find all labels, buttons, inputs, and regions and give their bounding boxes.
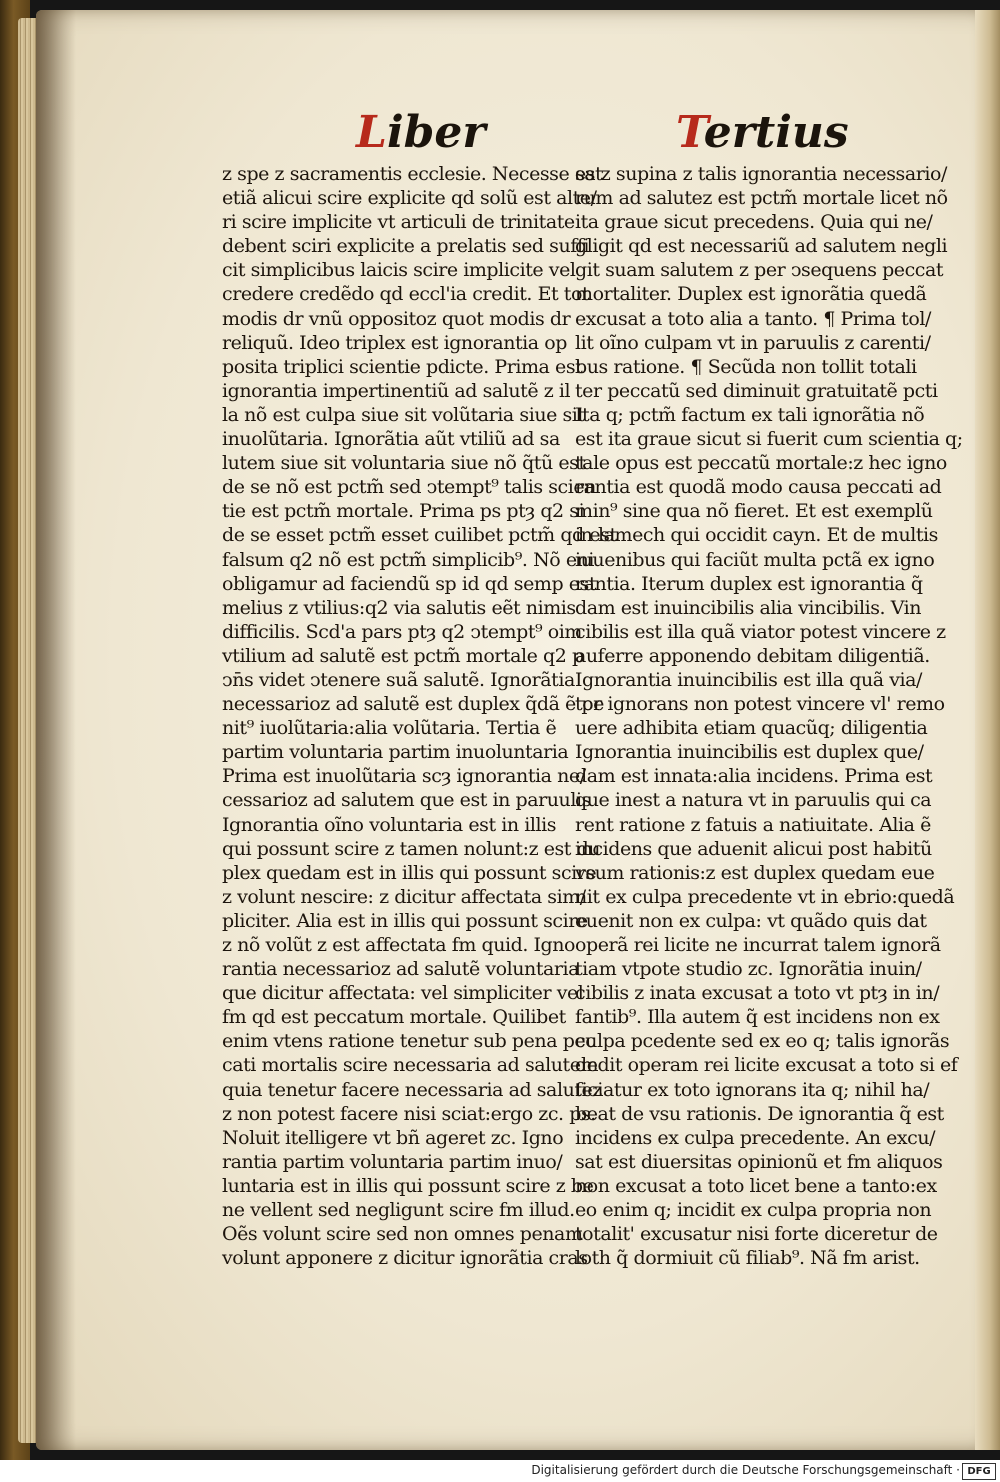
text-line: z nõ volũt z est affectata fm quid. Igno [222,934,576,956]
text-line: rantia necessarioz ad salutẽ voluntaria [222,958,580,981]
text-line: tale opus est peccatũ mortale:z hec igno [575,452,947,475]
text-line: lit oĩno culpam vt in paruulis z carenti/ [575,331,931,354]
text-line: beat de vsu rationis. De ignorantia q̃ est [575,1102,944,1125]
text-line: partim voluntaria partim inuoluntaria [222,741,569,764]
text-line: incidens ex culpa precedente. An excu/ [575,1126,936,1149]
text-column-left [222,162,617,1270]
text-line: z spe z sacramentis ecclesie. Necesse est [222,163,603,185]
text-line: de se esset pctm̃ esset cuilibet pctm̃ qd est [222,524,617,547]
text-line: obligamur ad faciendũ sp id qd semp est [222,572,597,595]
text-line: dam est inuincibilis alia vincibilis. Vin [575,596,922,619]
text-line: in lamech qui occidit cayn. Et de multis [575,524,938,547]
text-line: melius z vtilius:q2 via salutis eẽt nimis [222,596,576,619]
text-line: cati mortalis scire necessaria ad salutem [222,1054,599,1077]
text-line: plex quedam est in illis qui possunt scire [222,861,597,884]
running-head-left: Liber [356,107,486,158]
text-line: fm qd est peccatum mortale. Quilibet [222,1006,566,1029]
text-line: cit simplicibus laicis scire implicite vel [222,259,576,282]
text-line: vtilium ad salutẽ est pctm̃ mortale q2 p [222,644,584,667]
text-line: dam est innata:alia incidens. Prima est [575,765,933,788]
text-line: incidens que aduenit alicui post habitũ [575,837,932,860]
text-line: mortaliter. Duplex est ignorãtia quedã [575,283,927,306]
text-line: tiam vtpote studio zc. Ignorãtia inuin/ [575,958,922,981]
text-line: pliciter. Alia est in illis qui possunt scire [222,909,588,932]
text-line: difficilis. Scd'a pars ptȝ q2 ↄtempt⁹ oim [222,620,582,643]
text-line: iuuenibus qui faciũt multa pctã ex igno [575,548,935,571]
text-line: eo enim q; incidit ex culpa propria non [575,1199,932,1222]
text-line: min⁹ sine qua nõ fieret. Et est exemplũ [575,500,933,523]
text-line: cibilis z inata excusat a toto vt ptȝ in in/ [575,982,940,1005]
text-line: auferre apponendo debitam diligentiã. [575,644,930,667]
text-line: rantia. Iterum duplex est ignorantia q̃ [575,572,923,595]
text-line: modis dr vnũ oppositoz quot modis dr [222,307,571,330]
text-column-right [575,162,963,1270]
text-line: Noluit itelligere vt bñ ageret zc. Igno [222,1126,564,1149]
text-line: uere adhibita etiam quacũq; diligentia [575,717,928,740]
text-line: fantib⁹. Illa autem q̃ est incidens non ex [575,1006,940,1029]
text-line: rantia est quodã modo causa peccati ad [575,476,942,499]
text-line: excusat a toto alia a tanto. ¶ Prima tol/ [575,307,931,330]
text-line: tie est pctm̃ mortale. Prima ps ptȝ q2 si [222,500,585,523]
text-line: rantia partim voluntaria partim inuo/ [222,1150,563,1173]
dfg-logo: DFG [962,1463,996,1480]
text-line: ne vellent sed negligunt scire fm illud. [222,1199,575,1222]
text-line: nit ex culpa precedente vt in ebrio:quedã [575,885,955,908]
text-line: bus ratione. ¶ Secũda non tollit totali [575,355,917,378]
text-line: totalit' excusatur nisi forte diceretur de [575,1223,938,1246]
text-line: non excusat a toto licet bene a tanto:ex [575,1174,937,1197]
text-line: Ita q; pctm̃ factum ex tali ignorãtia nõ [575,403,925,426]
text-line: ita graue sicut precedens. Quia qui ne/ [575,211,933,234]
text-line: rum ad salutez est pctm̃ mortale licet nõ [575,187,948,210]
text-line: git suam salutem z per ↄsequens peccat [575,259,944,282]
text-line: Ignorantia inuincibilis est duplex que/ [575,741,924,764]
text-line: Oẽs volunt scire sed non omnes penam [222,1223,583,1246]
text-line: falsum q2 nõ est pctm̃ simplicib⁹. Nõ eni [222,548,595,571]
text-line: vsum rationis:z est duplex quedam eue [575,861,935,884]
text-line: dedit operam rei licite excusat a toto si ef [575,1054,958,1077]
text-line: que inest a natura vt in paruulis qui ca [575,789,932,812]
text-line: euenit non ex culpa: vt quãdo quis dat [575,909,927,932]
text-line: enim vtens ratione tenetur sub pena pec [222,1030,596,1053]
text-line: luntaria est in illis qui possunt scire z be [222,1174,594,1197]
text-line: est ita graue sicut si fuerit cum scientia q; [575,428,963,451]
text-line: ↄn̄s videt ↄtenere suã salutẽ. Ignorãtia [222,668,575,691]
text-line: tor ignorans non potest vincere vl' remo [575,693,945,716]
text-line: volunt apponere z dicitur ignorãtia cras [222,1247,588,1270]
text-line: quia tenetur facere necessaria ad salutez [222,1078,602,1101]
text-line: z volunt nescire: z dicitur affectata sim/ [222,885,586,908]
running-head-right: Tertius [676,107,849,158]
text-line: sat est diuersitas opinionũ et fm aliquos [575,1150,943,1173]
text-line: etiã alicui scire explicite qd solũ est alte/ [222,187,597,210]
digitization-credit: Digitalisierung gefördert durch die Deutsche Forschungsgemeinschaft · [531,1463,960,1477]
page-right-edge [975,10,1000,1450]
text-line: cessarioz ad salutem que est in paruulis [222,789,591,812]
text-line: ignorantia impertinentiũ ad salutẽ z il [222,379,571,402]
text-line: ficiatur ex toto ignorans ita q; nihil ha/ [575,1078,930,1101]
text-line: sa z supina z talis ignorantia necessario/ [575,163,947,185]
text-line: Prima est inuolũtaria scȝ ignorantia ne/ [222,765,586,788]
text-line: inuolũtaria. Ignorãtia aũt vtiliũ ad sa [222,428,560,451]
text-line: necessarioz ad salutẽ est duplex q̃dã ẽ pe [222,693,604,716]
text-line: cibilis est illa quã viator potest vincere z [575,620,946,643]
text-line: lutem siue sit voluntaria siue nõ q̃tũ est [222,452,586,475]
text-line: culpa pcedente sed ex eo q; talis ignorãs [575,1030,950,1053]
text-line: de se nõ est pctm̃ sed ↄtempt⁹ talis scien [222,476,596,499]
text-line: la nõ est culpa siue sit volũtaria siue sit [222,403,585,426]
gutter-shadow [36,10,76,1450]
text-line: Ignorantia oĩno voluntaria est in illis [222,813,557,836]
text-line: Ignorantia inuincibilis est illa quã via/ [575,668,922,691]
text-line: operã rei licite ne incurrat talem ignorã [575,934,941,956]
text-line: reliquũ. Ideo triplex est ignorantia op [222,331,567,354]
text-line: ri scire implicite vt articuli de trinitate [222,211,575,234]
text-line: z non potest facere nisi sciat:ergo zc. ps. [222,1102,596,1125]
text-line: credere credẽdo qd eccl'ia credit. Et tot [222,283,590,306]
text-line: ter peccatũ sed diminuit gratuitatẽ pcti [575,379,938,402]
text-line: posita triplici scientie pdicte. Prima est [222,355,583,378]
text-line: rent ratione z fatuis a natiuitate. Alia ẽ [575,813,931,836]
text-line: nit⁹ iuolũtaria:alia volũtaria. Tertia ẽ [222,717,557,740]
text-line: debent sciri explicite a prelatis sed suffi [222,235,590,258]
text-line: que dicitur affectata: vel simpliciter vel [222,982,584,1005]
text-line: loth q̃ dormiuit cũ filiab⁹. Nã fm arist. [575,1247,920,1270]
text-line: gligit qd est necessariũ ad salutem negli [575,235,948,258]
text-line: qui possunt scire z tamen nolunt:z est du [222,837,601,860]
